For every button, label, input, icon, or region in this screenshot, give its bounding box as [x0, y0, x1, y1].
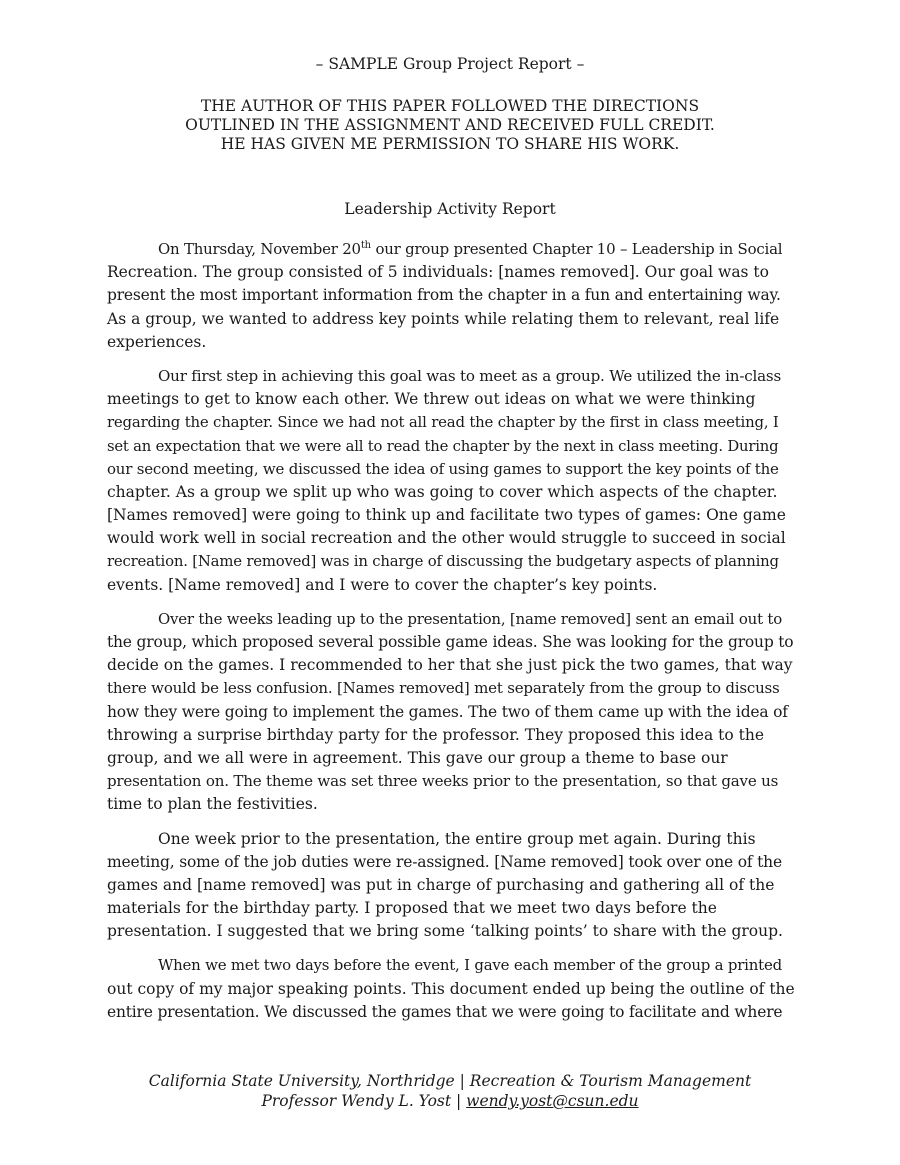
paragraph-1: [107, 238, 797, 354]
paragraph-line: [107, 238, 797, 261]
paragraph-line: present the most important information from the chapter in a fun and entertaining way.: [107, 286, 781, 305]
superscript: th: [360, 240, 371, 252]
paragraph-line: set an expectation that we were all to read the chapter by the next in class meeting. During: [107, 437, 779, 455]
paragraph-line: there would be less confusion. [Names removed] met separately from the group to discuss: [107, 679, 780, 698]
paragraph-line: presentation. I suggested that we bring some ‘talking points’ to share with the group.: [107, 922, 783, 941]
footer-professor: Professor Wendy L. Yost |: [261, 1092, 467, 1110]
report-title: Leadership Activity Report: [344, 200, 556, 218]
notice-line: OUTLINED IN THE ASSIGNMENT AND RECEIVED FULL CREDIT.: [185, 116, 715, 134]
paragraph-line: decide on the games. I recommended to her that she just pick the two games, that way: [107, 656, 793, 675]
paragraph-5: [107, 954, 797, 1024]
paragraph-line: meeting, some of the job duties were re-assigned. [Name removed] took over one of the: [107, 852, 782, 871]
paragraph-line: the group, which proposed several possible game ideas. She was looking for the group to: [107, 633, 794, 651]
paragraph-line: our second meeting, we discussed the idea of using games to support the key points of the: [107, 459, 779, 478]
page-footer: [0, 1071, 900, 1111]
notice-line: THE AUTHOR OF THIS PAPER FOLLOWED THE DIRECTIONS: [200, 97, 700, 115]
paragraph-line: events. [Name removed] and I were to cover the chapter’s key points.: [107, 575, 658, 594]
paragraph-line: meetings to get to know each other. We threw out ideas on what we were thinking: [107, 390, 756, 409]
paragraph-line: how they were going to implement the games. The two of them came up with the idea of: [107, 702, 788, 721]
paragraph-line: entire presentation. We discussed the games that we were going to facilitate and where: [107, 1002, 783, 1021]
paragraph-line: would work well in social recreation and the other would struggle to succeed in social: [107, 529, 786, 548]
paragraph-4: [107, 828, 797, 944]
paragraph-line: throwing a surprise birthday party for the professor. They proposed this idea to the: [107, 725, 765, 744]
paragraph-line: regarding the chapter. Since we had not all read the chapter by the first in class meeting, I: [107, 413, 779, 432]
email-link[interactable]: wendy.yost@csun.edu: [466, 1092, 639, 1110]
paragraph-3: [107, 608, 797, 817]
report-body: [107, 238, 797, 1035]
paragraph-line: experiences.: [107, 332, 207, 351]
footer-contact: [0, 1091, 900, 1111]
sample-label: – SAMPLE Group Project Report –: [315, 55, 585, 73]
footer-affiliation: California State University, Northridge | Recreation & Tourism Management: [148, 1072, 752, 1090]
paragraph-2: [107, 365, 797, 597]
paragraph-line: time to plan the festivities.: [107, 795, 318, 814]
paragraph-line: presentation on. The theme was set three weeks prior to the presentation, so that gave us: [107, 772, 779, 791]
paragraph-line: When we met two days before the event, I gave each member of the group a printed: [158, 956, 782, 975]
paragraph-line: As a group, we wanted to address key points while relating them to relevant, real life: [107, 309, 780, 328]
text-span: our group presented Chapter 10 – Leadership in Social: [370, 240, 783, 258]
paragraph-line: Our first step in achieving this goal was to meet as a group. We utilized the in-class: [158, 366, 781, 385]
paragraph-line: materials for the birthday party. I proposed that we meet two days before the: [107, 899, 717, 918]
permission-notice: [0, 97, 900, 154]
paragraph-line: games and [name removed] was put in charge of purchasing and gathering all of the: [107, 875, 775, 894]
text-span: On Thursday, November 20: [158, 240, 361, 258]
paragraph-line: group, and we all were in agreement. This gave our group a theme to base our: [107, 748, 728, 767]
paragraph-line: One week prior to the presentation, the entire group met again. During this: [158, 829, 756, 848]
paragraph-line: out copy of my major speaking points. This document ended up being the outline of the: [107, 979, 795, 998]
paragraph-line: recreation. [Name removed] was in charge of discussing the budgetary aspects of planning: [107, 552, 779, 571]
paragraph-line: Recreation. The group consisted of 5 individuals: [names removed]. Our goal was to: [107, 263, 769, 282]
paragraph-line: Over the weeks leading up to the presentation, [name removed] sent an email out to: [158, 609, 783, 628]
paragraph-line: chapter. As a group we split up who was going to cover which aspects of the chapter.: [107, 482, 778, 501]
notice-line: HE HAS GIVEN ME PERMISSION TO SHARE HIS WORK.: [220, 135, 680, 153]
paragraph-line: [Names removed] were going to think up and facilitate two types of games: One game: [107, 506, 786, 525]
